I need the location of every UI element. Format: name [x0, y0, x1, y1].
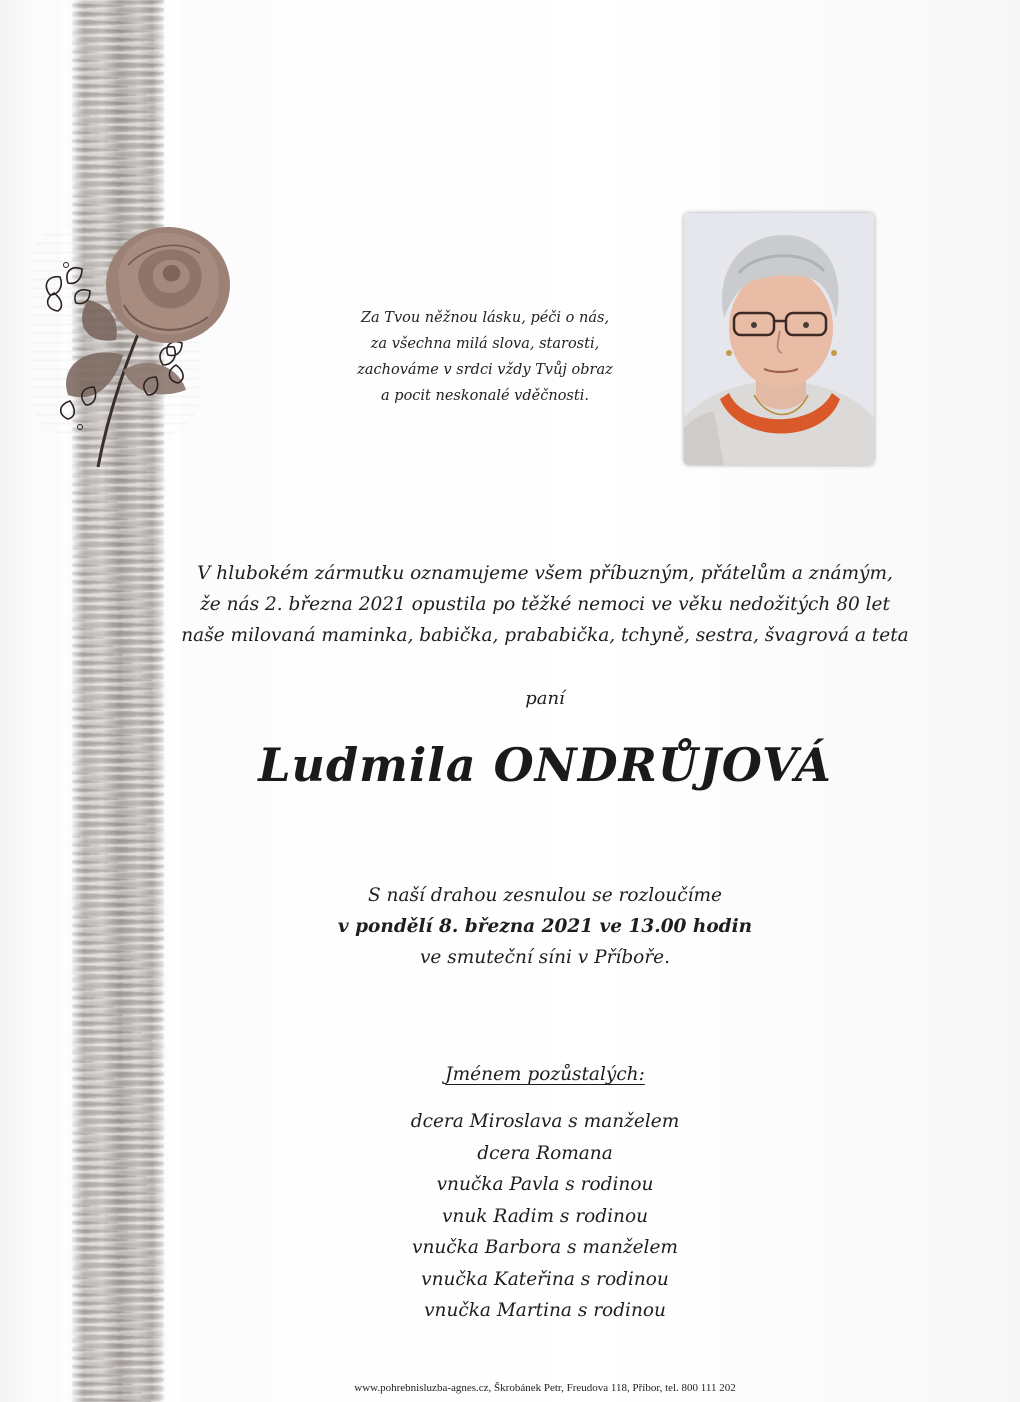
mourners-title: Jménem pozůstalých: [445, 1064, 645, 1085]
list-item: vnuk Radim s rodinou [441, 1205, 649, 1227]
memorial-quote [330, 305, 640, 409]
quote-line: a pocit neskonalé vděčnosti. [381, 388, 589, 404]
mourners-list [150, 1106, 940, 1327]
announcement-text [150, 558, 940, 651]
quote-line: zachováme v srdci vždy Tvůj obraz [357, 362, 613, 378]
list-item: dcera Miroslava s manželem [410, 1111, 680, 1132]
deceased-name: Ludmila ONDRŮJOVÁ [258, 738, 832, 792]
announcement-line: V hlubokém zármutku oznamujeme všem příbuzným, přátelům a známým, [197, 563, 893, 584]
funeral-service-footer: www.pohrebnisluzba-agnes.cz, Škrobánek Petr, Freudova 118, Příbor, tel. 800 111 202 [354, 1382, 736, 1394]
farewell-place: ve smuteční síni v Příboře. [419, 947, 670, 968]
list-item: vnučka Barbora s manželem [412, 1237, 678, 1258]
quote-line: za všechna milá slova, starosti, [370, 336, 600, 352]
announcement-line: že nás 2. března 2021 opustila po těžké nemoci ve věku nedožitých 80 let [200, 594, 890, 615]
portrait-photo [684, 213, 874, 465]
mourners-heading [150, 1064, 940, 1085]
list-item: dcera Romana [477, 1142, 613, 1164]
rose-icon [28, 205, 238, 485]
list-item: vnučka Kateřina s rodinou [421, 1268, 669, 1290]
announcement-line: naše milovaná maminka, babička, prababička, tchyně, sestra, švagrová a teta [181, 625, 909, 646]
farewell-details [150, 880, 940, 973]
farewell-date: v pondělí 8. března 2021 ve 13.00 hodin [337, 916, 753, 937]
list-item: vnučka Pavla s rodinou [436, 1174, 654, 1195]
quote-line: Za Tvou něžnou lásku, péči o nás, [360, 310, 610, 326]
farewell-line: S naší drahou zesnulou se rozloučíme [367, 885, 722, 906]
list-item: vnučka Martina s rodinou [424, 1300, 666, 1321]
honorific: paní [525, 688, 565, 709]
